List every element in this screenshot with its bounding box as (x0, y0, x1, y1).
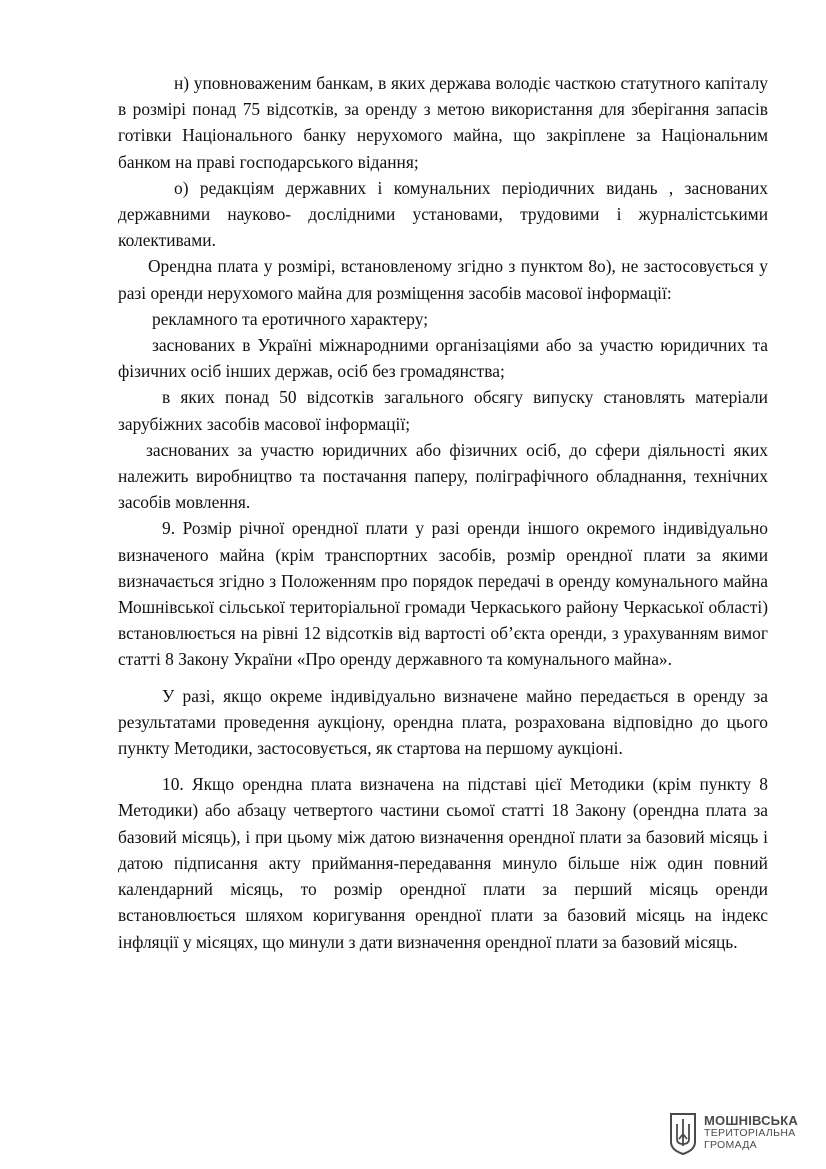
logo-line-1: МОШНІВСЬКА (704, 1113, 798, 1128)
trident-emblem-icon (668, 1112, 698, 1156)
logo-line-2: ТЕРИТОРІАЛЬНА (704, 1127, 796, 1139)
paragraph-paper-production: заснованих за участю юридичних або фізичних осіб, до сфери діяльності яких належить виробництво та постачання паперу, поліграфічного обладнання, технічних засобів мовлення. (118, 439, 768, 513)
logo-text (704, 1115, 798, 1151)
community-logo (668, 1112, 808, 1160)
paragraph-item-n: н) уповноваженим банкам, в яких держава володіє часткою статутного капіталу в розмірі понад 75 відсотків, за оренду з метою використання для зберігання запасів готівки Національного банку нерухомого майна, що закріплене за Національним банком на праві господарського відання; (118, 73, 768, 172)
paragraph-foreign-materials: в яких понад 50 відсотків загального обсягу випуску становлять матеріали зарубіжних засобів масової інформації; (118, 387, 768, 434)
paragraph-auction: У разі, якщо окреме індивідуально визначене майно передається в оренду за результатами проведення аукціону, орендна плата, розрахована відповідно до цього пункту Методики, застосовується, як стартова на першому аукціоні. (118, 685, 768, 759)
paragraph-advertising: рекламного та еротичного характеру; (152, 308, 429, 329)
paragraph-rent-not-applied: Орендна плата у розмірі, встановленому згідно з пунктом 8о), не застосовується у разі оренди нерухомого майна для розміщення засобів масової інформації: (118, 256, 768, 303)
document-page (118, 70, 768, 955)
paragraph-point-9: 9. Розмір річної орендної плати у разі оренди іншого окремого індивідуально визначеного майна (крім транспортних засобів, розмір орендної плати за якими визначається згідно з Положенням про порядок передачі в оренду комунального майна Мошнівської сільської територіальної громади Черкаського району Черкаської області) встановлюється на рівні 12 відсотків від вартості об’єкта оренди, з урахуванням вимог статті 8 Закону України «Про оренду державного та комунального майна». (118, 518, 768, 670)
paragraph-point-10: 10. Якщо орендна плата визначена на підставі цієї Методики (крім пункту 8 Методики) або абзацу четвертого частини сьомої статті 18 Закону (орендна плата за базовий місяць), і при цьому між датою визначення орендної плати за базовий місяць і датою підписання акту приймання-передавання минуло більше ніж один повний календарний місяць, то розмір орендної плати за перший місяць оренди встановлюється шляхом коригування орендної плати за базовий місяць на індекс інфляції у місяцях, що минули з дати визначення орендної плати за базовий місяць. (118, 774, 768, 952)
paragraph-international: заснованих в Україні міжнародними організаціями або за участю юридичних та фізичних осіб інших держав, осіб без громадянства; (118, 335, 768, 382)
paragraph-item-o: о) редакціям державних і комунальних періодичних видань , заснованих державними науково- дослідними установами, трудовими і журналістськими колективами. (118, 177, 768, 251)
logo-line-3: ГРОМАДА (704, 1139, 757, 1151)
